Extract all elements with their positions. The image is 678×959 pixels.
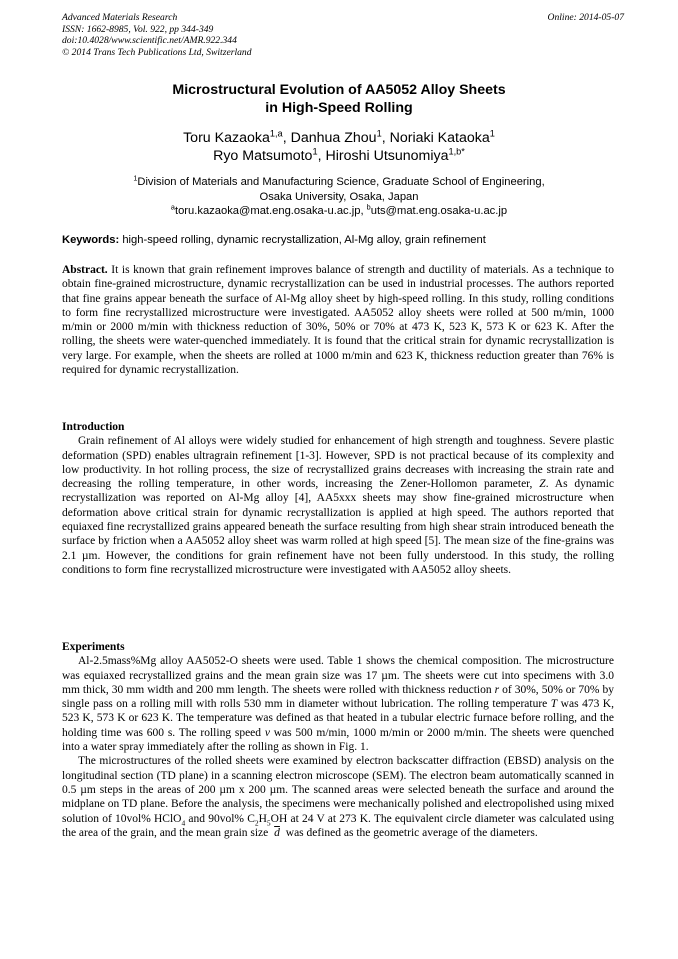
email-a[interactable]: toru.kazaoka@mat.eng.osaka-u.ac.jp, [174, 205, 367, 218]
subscript: 4 [181, 817, 186, 827]
subscript: 5 [266, 817, 271, 827]
paragraph-text: was 500 m/min, 1000 m/min or 2000 m/min. The sheets were quenched into a water spray immediately after the rolling as shown in Fig. 1. [62, 726, 614, 754]
author-name: Ryo Matsumoto [213, 148, 313, 164]
authors-line-1 [0, 129, 678, 147]
author-affil-sup: 1 [312, 146, 318, 157]
paragraph-text: was 473 K, 523 K, 573 K or 623 K. The temperature was defined as that heated in a tubular electric furnace before rolling, and the holding time was 600 s. The rolling speed [62, 698, 614, 739]
title-line-2: in High-Speed Rolling [265, 99, 413, 116]
title-line-1: Microstructural Evolution of AA5052 Alloy Sheets [172, 82, 506, 98]
journal-name: Advanced Materials Research [62, 12, 178, 23]
keywords [62, 233, 624, 247]
email-b[interactable]: uts@mat.eng.osaka-u.ac.jp [370, 205, 508, 218]
issn-line: ISSN: 1662-8985, Vol. 922, pp 344-349 [62, 23, 214, 35]
symbol-t: T [550, 698, 558, 711]
author-list [0, 129, 678, 165]
symbol-z: Z [539, 478, 546, 491]
author-name: Noriaki Kataoka [389, 130, 490, 146]
affiliation-block [0, 175, 678, 219]
paragraph-text: Grain refinement of Al alloys were widely studied for enhancement of high strength and toughness. Severe plastic deformation (SPD) enables ultragrain refinement [1-3]. However, SPD is not practical because of its complexity and low productivity. In hot rolling process, the size of recrystallized grains decreases with increasing the strain rate and decreasing the rolling temperature, in other words, increasing the Zener-Hollomon parameter, [62, 435, 614, 491]
paragraph [62, 434, 614, 577]
affiliation-line-1 [0, 175, 678, 190]
paragraph-text: Al-2.5mass%Mg alloy AA5052-O sheets were used. Table 1 shows the chemical composition. The microstructure was equiaxed recrystallized grains and the mean grain size was 17 µm. The sheets were cut into specimens with 3.0 mm thick, 30 mm width and 200 mm length. The sheets were rolled with thickness reduction [62, 655, 614, 696]
introduction-section [62, 420, 614, 577]
author-affil-sup: 1 [489, 128, 495, 139]
paragraph-text: H [258, 812, 267, 825]
keywords-text: high-speed rolling, dynamic recrystallization, Al-Mg alloy, grain refinement [122, 234, 486, 246]
email-line [0, 204, 678, 219]
author-affil-sup: 1,a [269, 128, 283, 139]
paragraph-text: of 30%, 50% or 70% by single pass on a rolling mill with rolls 530 mm in diameter without lubrication. The rolling temperature [62, 683, 614, 711]
paper-title [0, 82, 678, 117]
paragraph [62, 654, 614, 754]
symbol-mean-grain-size: $\overline{d}$ [274, 826, 280, 839]
author-separator: , [381, 130, 390, 146]
affiliation-text: Division of Materials and Manufacturing Science, Graduate School of Engineering, [137, 176, 545, 188]
author-name: Toru Kazaoka [183, 130, 270, 146]
section-heading-experiments: Experiments [62, 641, 125, 653]
abstract-text: It is known that grain refinement improves balance of strength and ductility of materials. As a technique to obtain fine-grained microstructure, dynamic recrystallization can be used in industrial processes. The authors reported that fine grains appear beneath the surface of Al-Mg alloy sheet by high-speed rolling. In this study, rolling conditions to form fine recrystallized microstructure were investigated. AA5052 alloy sheets were rolled at 500 m/min, 1000 m/min or 2000 m/min with thickness reduction of 30%, 50% or 70% at 473 K, 523 K, 573 K or 623 K. After the rolling, the sheets were water-quenched immediately. It is found that the critical strain for dynamic recrystallization is very large. For example, when the sheets are rolled at 1000 m/min and 623 K, thickness reduction greater than 76% is required for dynamic recrystallization. [62, 264, 614, 377]
subscript: 2 [254, 817, 259, 827]
authors-line-2 [0, 147, 678, 165]
email-b-sup: b [366, 202, 371, 212]
paragraph-text: The microstructures of the rolled sheets were examined by electron backscatter diffraction (EBSD) analysis on the longitudinal section (TD plane) in a scanning electron microscope (SEM). The electron beam automatically scanned in 0.5 µm steps in the areas of 200 µm x 200 µm. The scanned areas were selected beneath the surface and around the midplane on TD plane. Before the analysis, the specimens were mechanically polished and electropolished using mixed solution of 10vol% HClO [62, 755, 614, 825]
email-a-sup: a [170, 202, 175, 212]
author-separator: , [282, 130, 291, 146]
paragraph-text: and 90vol% C [185, 812, 255, 825]
author-name: Danhua Zhou [290, 130, 377, 146]
running-header [62, 12, 624, 58]
symbol-v: v [264, 726, 270, 739]
abstract-label: Abstract. [62, 264, 108, 276]
experiments-section [62, 640, 614, 840]
author-affil-sup: 1 [376, 128, 382, 139]
keywords-label: Keywords: [62, 234, 120, 246]
doi-line: doi:10.4028/www.scientific.net/AMR.922.344 [62, 35, 237, 47]
paragraph-text: OH at 24 V at 273 K. The equivalent circle diameter was calculated using the area of the grain, and the mean grain size [62, 812, 614, 839]
affiliation-line-2: Osaka University, Osaka, Japan [259, 190, 419, 203]
online-date: Online: 2014-05-07 [547, 12, 624, 23]
affiliation-sup: 1 [133, 173, 138, 183]
author-name: Hiroshi Utsunomiya [325, 148, 449, 164]
author-separator: , [317, 148, 326, 164]
abstract [62, 263, 614, 377]
section-heading-introduction: Introduction [62, 421, 125, 433]
copyright-line: © 2014 Trans Tech Publications Ltd, Switzerland [62, 46, 252, 58]
symbol-r: r [494, 683, 500, 696]
paragraph-text: . As dynamic recrystallization was reported on Al-Mg alloy [4], AA5xxx sheets may show fine-grained microstructure when deformation above critical strain for dynamic recrystallization is applied at high speed. The authors reported that equiaxed fine recrystallized grains appeared beneath the surface resulting from high shear strain introduced beneath the surface by friction when a AA5052 alloy sheet was warm rolled at high speed [5]. The mean size of the fine-grains was 2.1 µm. However, the conditions for grain refinement have not been fully understood. In this study, the rolling conditions to form fine recrystallized microstructure were investigated with AA5052 alloy sheets. [62, 478, 614, 576]
paragraph [62, 754, 614, 840]
author-affil-sup: 1,b* [448, 146, 465, 157]
paragraph-text: was defined as the geometric average of the diameters. [285, 826, 538, 839]
